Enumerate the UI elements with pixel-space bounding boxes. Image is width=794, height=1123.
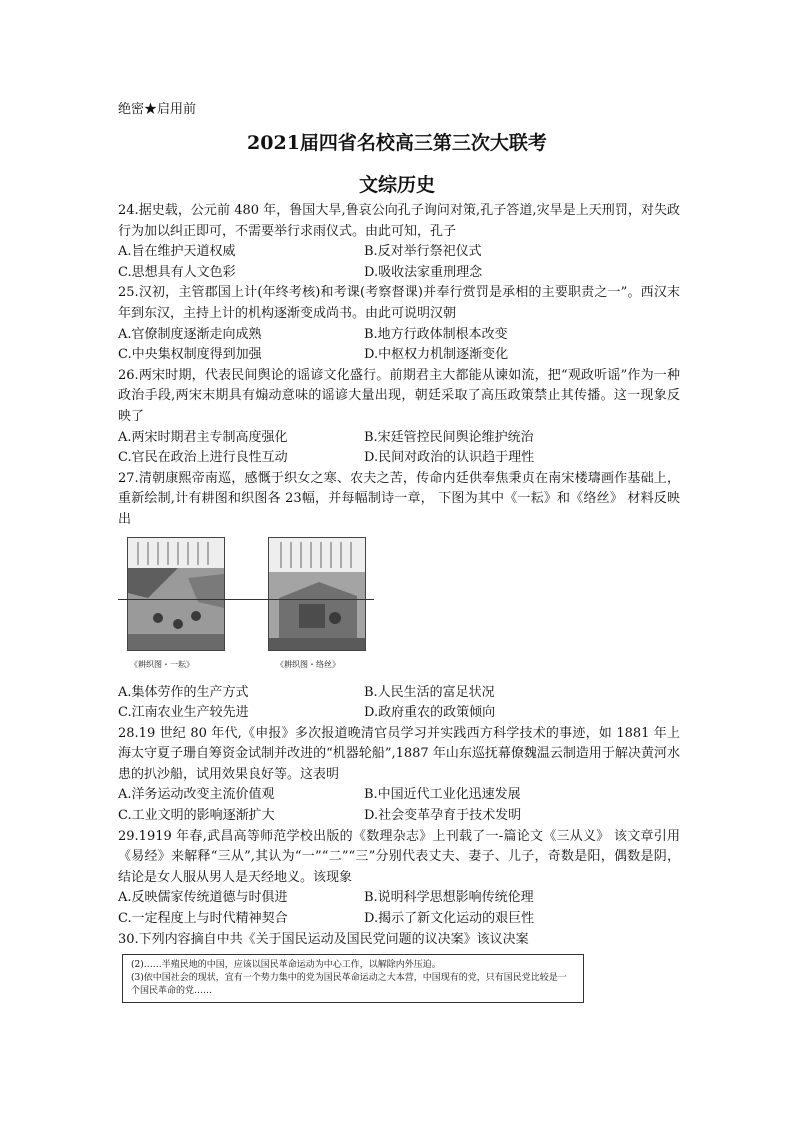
question-stem: 27.清朝康熙帝南巡，感慨于织女之寒、农夫之苦，传命内廷供奉焦秉贞在南宋楼璹画作基础上，重新绘制,计有耕图和织图各 23幅，并每幅制诗一章， 下图为其中《一耘》和《络丝》 材料反映出	[118, 470, 680, 527]
question-24	[118, 201, 680, 283]
option-c[interactable]: C.一定程度上与时代精神契合	[118, 911, 288, 927]
option-d[interactable]: D.中枢权力机制逐渐变化	[364, 347, 509, 363]
option-b[interactable]: B.说明科学思想影响传统伦理	[364, 890, 534, 906]
option-a[interactable]: A.官僚制度逐渐走向成熟	[118, 326, 262, 342]
question-stem: 30.下列内容摘自中共《关于国民运动及国民党问题的议决案》该议决案	[118, 931, 529, 947]
quote-box	[122, 954, 584, 1003]
option-a[interactable]: A.反映儒家传统道德与时俱进	[118, 890, 288, 906]
question-stem: 28.19 世纪 80 年代,《申报》多次报道晚清官员学习并实践西方科学技术的事迹，如 1881 年上海太守夏子珊自筹资金试制并改进的“机器轮船”,1887 年山东巡抚幕僚魏温云制造用于解决黄河水患的扒沙船，试用效果良好等。这表明	[118, 725, 680, 782]
figure-area	[118, 531, 680, 683]
quote-line: (3)依中国社会的现状，宜有一个势力集中的党为国民革命运动之大本营，中国现有的党，只有国民党比较是一个国民革命的党……	[131, 973, 567, 997]
question-list	[118, 201, 680, 1003]
option-a[interactable]: A.旨在维护天道权威	[118, 244, 236, 260]
question-stem: 24.据史载，公元前 480 年，鲁国大旱,鲁哀公向孔子询问对策,孔子答道,灾旱是上天刑罚，对失政行为加以纠正即可，不需要举行求雨仪式。由此可知，孔子	[118, 203, 680, 239]
option-d[interactable]: D.社会变革孕育于技术发明	[364, 808, 522, 824]
option-c[interactable]: C.思想具有人文色彩	[118, 264, 236, 280]
painting-luosi-image	[268, 537, 366, 651]
exam-title: 2021届四省名校高三第三次大联考	[247, 132, 547, 154]
question-27	[118, 469, 680, 724]
question-29	[118, 827, 680, 930]
option-b[interactable]: B.人民生活的富足状况	[364, 684, 495, 700]
options	[118, 242, 680, 283]
option-d[interactable]: D.揭示了新文化运动的艰巨性	[364, 911, 535, 927]
figure-caption: 《耕织图・一耘》	[130, 659, 194, 669]
options	[118, 785, 680, 826]
options	[118, 428, 680, 469]
secret-label: 绝密★启用前	[118, 102, 197, 117]
quote-line: (2)……半殖民地的中国，应该以国民革命运动为中心工作，以解除内外压迫。	[131, 960, 441, 971]
question-stem: 25.汉初，主管郡国上计(年终考核)和考课(考察督课)并奉行赏罚是承相的主要职责之一”。西汉末年到东汉，主持上计的机构逐渐变成尚书。由此可说明汉朝	[118, 285, 680, 321]
option-a[interactable]: A.两宋时期君主专制高度强化	[118, 429, 288, 445]
divider-line	[118, 599, 374, 600]
option-a[interactable]: A.洋务运动改变主流价值观	[118, 787, 275, 803]
options	[118, 683, 680, 724]
question-30	[118, 930, 680, 1004]
exam-subtitle: 文综历史	[358, 174, 435, 196]
question-28	[118, 724, 680, 827]
option-c[interactable]: C.工业文明的影响逐渐扩大	[118, 808, 275, 824]
options	[118, 888, 680, 929]
question-26	[118, 366, 680, 469]
option-c[interactable]: C.江南农业生产较先进	[118, 705, 249, 721]
option-c[interactable]: C.中央集权制度得到加强	[118, 347, 262, 363]
option-d[interactable]: D.政府重农的政策倾向	[364, 705, 496, 721]
question-25	[118, 283, 680, 365]
option-b[interactable]: B.中国近代工业化迅速发展	[364, 787, 521, 803]
option-b[interactable]: B.反对举行祭祀仪式	[364, 244, 482, 260]
figure-caption: 《耕织图・络丝》	[276, 659, 340, 669]
option-a[interactable]: A.集体劳作的生产方式	[118, 684, 249, 700]
options	[118, 325, 680, 366]
option-d[interactable]: D.吸收法家重刑理念	[364, 264, 483, 280]
painting-yiyun-image	[127, 537, 225, 651]
question-stem: 26.两宋时期，代表民间舆论的谣谚文化盛行。前期君主大都能从谏如流，把“观政听谣”作为一种政治手段,两宋末期具有煽动意味的谣谚大量出现，朝廷采取了高压政策禁止其传播。这一现象反映了	[118, 367, 680, 424]
option-b[interactable]: B.地方行政体制根本改变	[364, 326, 508, 342]
question-stem: 29.1919 年春,武昌高等师范学校出版的《数理杂志》上刊载了一-篇论文《三从义》 该文章引用《易经》来解释“三从”,其认为“一”“二”“三”分别代表丈夫、妻子、儿子，奇数是阳，偶数是阴，结论是女人服从男人是天经地义。该现象	[118, 828, 680, 885]
option-d[interactable]: D.民间对政治的认识趋于理性	[364, 450, 535, 466]
option-b[interactable]: B.宋廷管控民间舆论维护统治	[364, 429, 534, 445]
option-c[interactable]: C.官民在政治上进行良性互动	[118, 450, 288, 466]
